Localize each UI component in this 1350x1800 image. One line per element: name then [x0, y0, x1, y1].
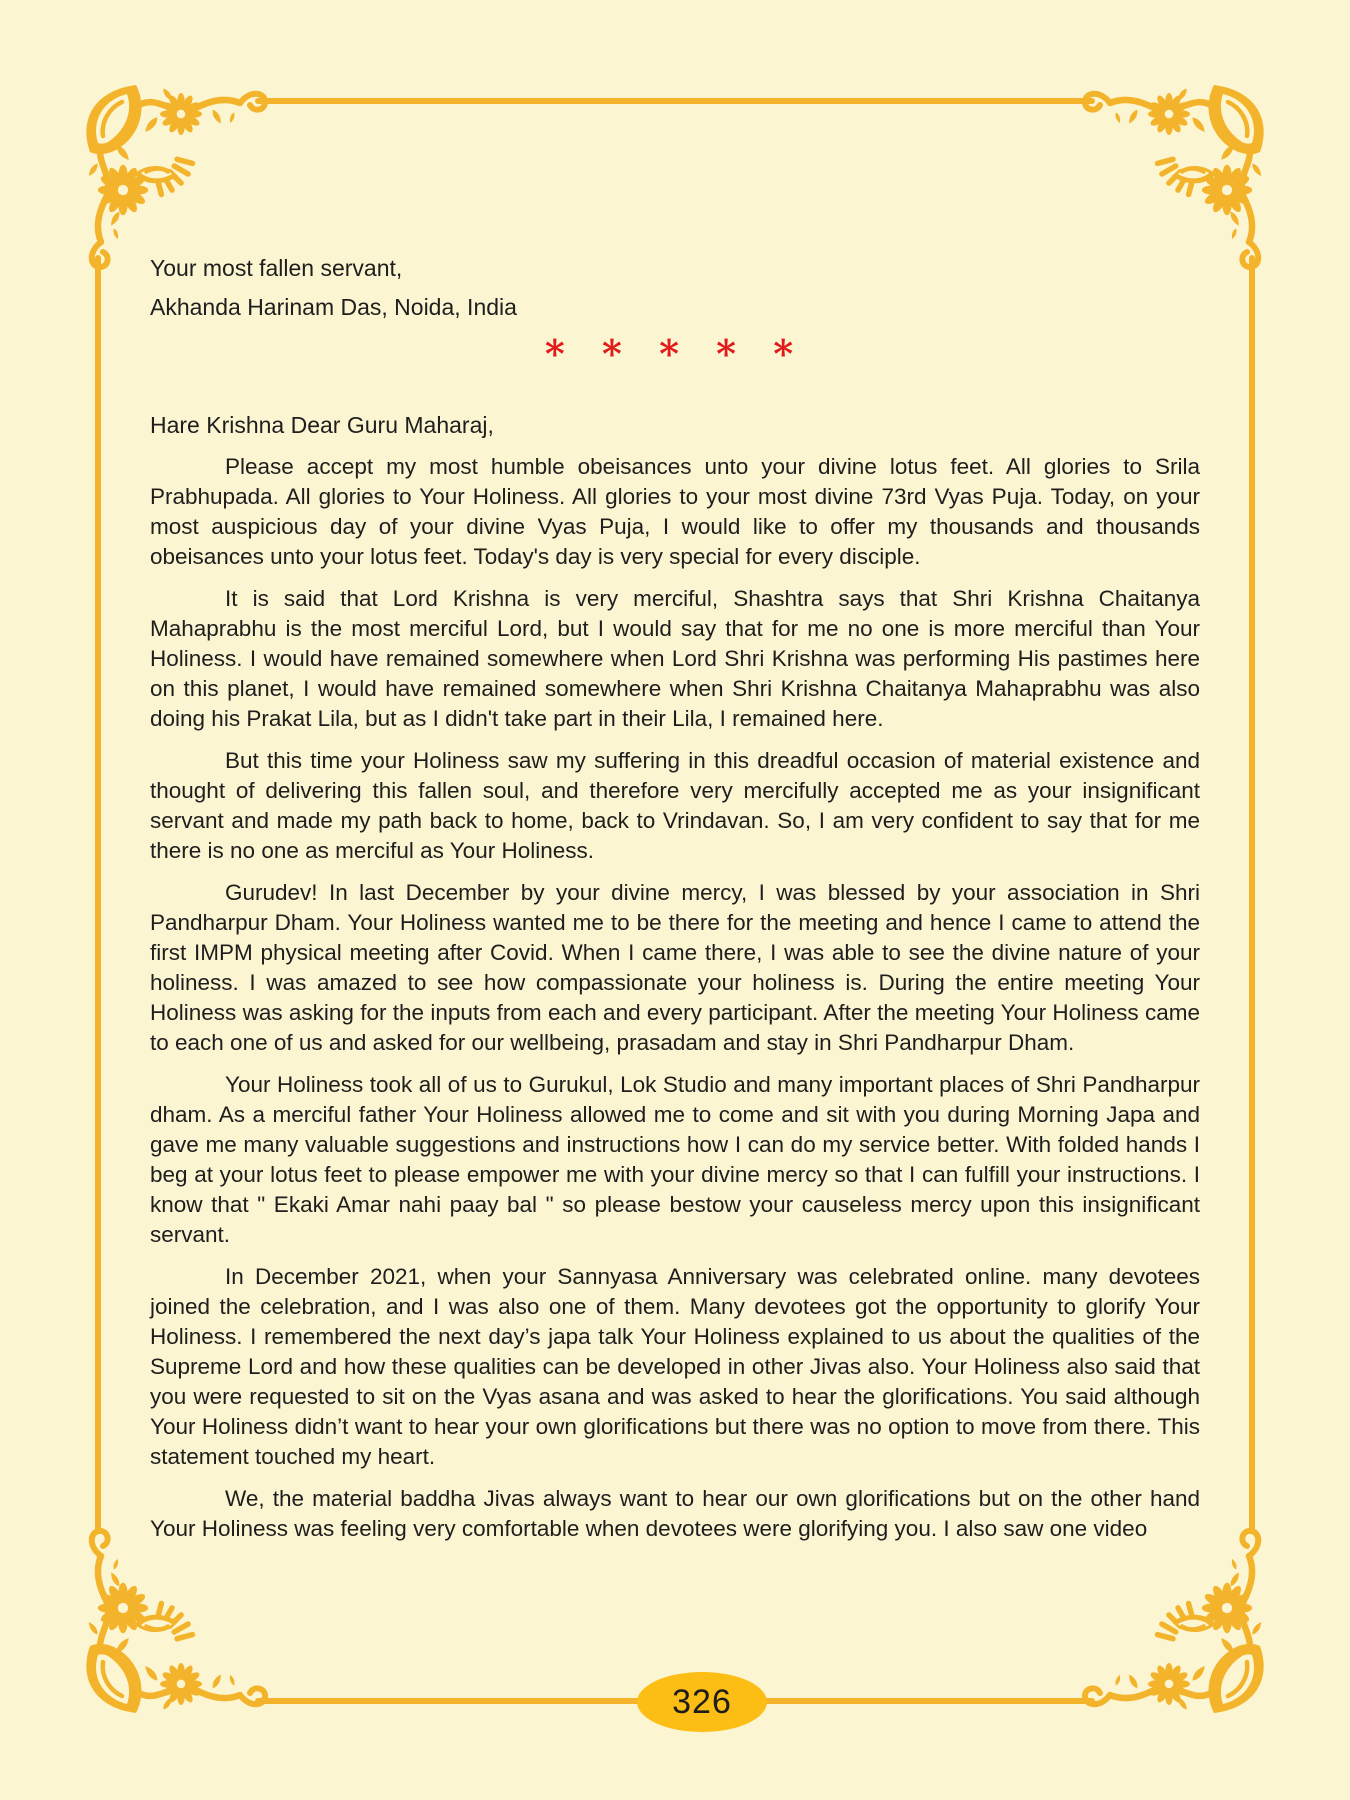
page-number: 326 [672, 1682, 732, 1721]
salutation: Hare Krishna Dear Guru Maharaj, [150, 412, 494, 438]
page-number-badge [637, 1672, 767, 1732]
border-top-line [255, 98, 1095, 104]
letter-content [150, 253, 1200, 1544]
closing-line: Your most fallen servant, [150, 255, 403, 281]
border-left-line [95, 255, 101, 1533]
letter-paragraph: Gurudev! In last December by your divine mercy, I was blessed by your association in Shri Pandharpur Dham. Your Holiness wanted me to be there for the meeting and hence I came to attend the first IMPM physical meeting after Covid. When I came there, I was able to see the divine nature of your holiness. I was amazed to see how compassionate your holiness is. During the entire meeting Your Holiness was asking for the inputs from each and every participant. After the meeting Your Holiness came to each one of us and asked for our wellbeing, prasadam and stay in Shri Pandharpur Dham. [150, 880, 1200, 1055]
letter-paragraph: In December 2021, when your Sannyasa Anniversary was celebrated online. many devotees joined the celebration, and I was also one of them. Many devotees got the opportunity to glorify Your Holiness. I remembered the next day’s japa talk Your Holiness explained to us about the qualities of the Supreme Lord and how these qualities can be developed in other Jivas also. Your Holiness also said that you were requested to sit on the Vyas asana and was asked to hear the glorifications. You said although Your Holiness didn’t want to hear your own glorifications but there was no option to move from there. This statement touched my heart. [150, 1264, 1200, 1469]
closing-signature: Akhanda Harinam Das, Noida, India [150, 294, 517, 320]
letter-paragraph: Please accept my most humble obeisances unto your divine lotus feet. All glories to Srila Prabhupada. All glories to Your Holiness. All glories to your most divine 73rd Vyas Puja. Today, on your most auspicious day of your divine Vyas Puja, I would like to offer my thousands and thousands obeisances unto your lotus feet. Today's day is very special for every disciple. [150, 454, 1200, 569]
corner-flourish-icon [78, 1528, 268, 1718]
letter-paragraph: Your Holiness took all of us to Gurukul, Lok Studio and many important places of Shri Pandharpur dham. As a merciful father Your Holiness allowed me to come and sit with you during Morning Japa and gave me many valuable suggestions and instructions how I can do my service better. With folded hands I beg at your lotus feet to please empower me with your divine mercy so that I can fulfill your instructions. I know that " Ekaki Amar nahi paay bal " so please bestow your causeless mercy upon this insignificant servant. [150, 1072, 1200, 1247]
corner-flourish-icon [1082, 80, 1272, 270]
letter-paragraph: It is said that Lord Krishna is very merciful, Shashtra says that Shri Krishna Chaitanya Mahaprabhu is the most merciful Lord, but I would say that for me no one is more merciful than Your Holiness. I would have remained somewhere when Lord Shri Krishna was performing His pastimes here on this planet, I would have remained somewhere when Shri Krishna Chaitanya Mahaprabhu was also doing his Prakat Lila, but as I didn't take part in their Lila, I remained here. [150, 586, 1200, 731]
asterisk-separator: * * * * * [544, 331, 806, 376]
corner-flourish-icon [78, 80, 268, 270]
letter-paragraph: We, the material baddha Jivas always want to hear our own glorifications but on the other hand Your Holiness was feeling very comfortable when devotees were glorifying you. I also saw one video [150, 1486, 1200, 1541]
border-right-line [1249, 255, 1255, 1533]
letter-paragraph: But this time your Holiness saw my suffering in this dreadful occasion of material existence and thought of delivering this fallen soul, and therefore very mercifully accepted me as your insignificant servant and made my path back to home, back to Vrindavan. So, I am very confident to say that for me there is no one as merciful as Your Holiness. [150, 748, 1200, 863]
corner-flourish-icon [1082, 1528, 1272, 1718]
